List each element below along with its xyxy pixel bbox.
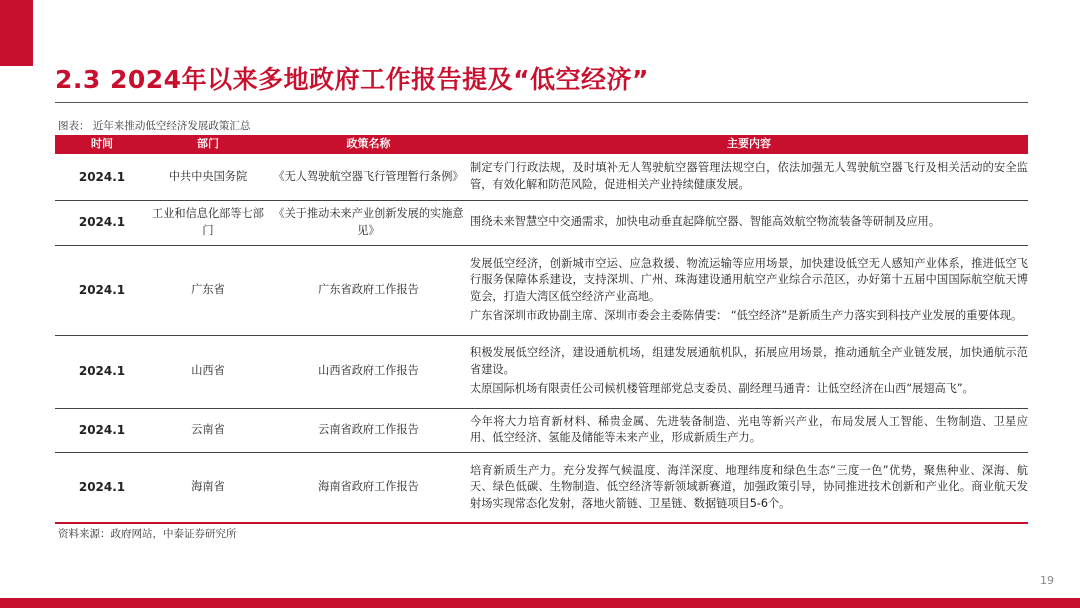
row-department: 云南省 (149, 408, 267, 452)
row-department: 工业和信息化部等七部门 (149, 200, 267, 245)
row-date: 2024.1 (55, 154, 149, 200)
page-number: 19 (1040, 574, 1054, 587)
table-row (55, 408, 1028, 452)
row-department: 海南省 (149, 452, 267, 523)
table-caption: 图表： 近年来推动低空经济发展政策汇总 (58, 120, 251, 132)
title-divider (55, 102, 1028, 103)
row-date: 2024.1 (55, 335, 149, 408)
source-note: 资料来源：政府网站，中泰证券研究所 (58, 528, 237, 540)
row-content (470, 452, 1028, 523)
bottom-accent-bar (0, 598, 1080, 608)
row-department: 中共中央国务院 (149, 154, 267, 200)
row-date: 2024.1 (55, 200, 149, 245)
table-row (55, 200, 1028, 245)
content-paragraph: 培育新质生产力。充分发挥气候温度、海洋深度、地理纬度和绿色生态“三度一色”优势，聚焦种业、深海、航天、绿色低碳、生物制造、低空经济等新领域新赛道，加强政策引导，协同推进技术创新和产业化。商业航天发射场实现常态化发射，落地火箭链、卫星链、数据链项目5-6个。 (470, 463, 1028, 510)
row-content (470, 408, 1028, 452)
content-paragraph: 围绕未来智慧空中交通需求，加快电动垂直起降航空器、智能高效航空物流装备等研制及应用。 (470, 215, 940, 229)
table-row (55, 245, 1028, 335)
row-policy-name: 云南省政府工作报告 (267, 408, 470, 452)
slide-title: 2.3 2024年以来多地政府工作报告提及“低空经济” (55, 65, 649, 94)
policy-table (55, 135, 1028, 524)
table-row (55, 154, 1028, 200)
row-content (470, 200, 1028, 245)
content-paragraph: 广东省深圳市政协副主席、深圳市委会主委陈倩雯： “低空经济”是新质生产力落实到科技产业发展的重要体现。 (470, 309, 1023, 322)
content-paragraph: 制定专门行政法规，及时填补无人驾驶航空器管理法规空白，依法加强无人驾驶航空器飞行及相关活动的安全监管，有效化解和防范风险，促进相关产业持续健康发展。 (470, 161, 1028, 191)
table-row (55, 335, 1028, 408)
row-content (470, 154, 1028, 200)
table-row (55, 452, 1028, 523)
content-paragraph: 积极发展低空经济，建设通航机场，组建发展通航机队，拓展应用场景，推动通航全产业链发展，加快通航示范省建设。 (470, 346, 1028, 376)
header-policy-name: 政策名称 (267, 135, 470, 154)
header-date: 时间 (55, 135, 149, 154)
content-paragraph: 太原国际机场有限责任公司候机楼管理部党总支委员、副经理马通青：让低空经济在山西“展翅高飞”。 (470, 382, 974, 396)
row-policy-name: 海南省政府工作报告 (267, 452, 470, 523)
header-main-content: 主要内容 (470, 135, 1028, 154)
content-paragraph: 发展低空经济，创新城市空运、应急救援、物流运输等应用场景，加快建设低空无人感知产业体系，推进低空飞行服务保障体系建设，支持深圳、广州、珠海建设通用航空产业综合示范区，办好第十五届中国国际航空航天博览会，打造大湾区低空经济产业高地。 (470, 256, 1028, 303)
content-paragraph: 今年将大力培育新材料、稀贵金属、先进装备制造、光电等新兴产业，布局发展人工智能、生物制造、卫星应用、低空经济、氢能及储能等未来产业，形成新质生产力。 (470, 414, 1028, 444)
corner-accent (0, 0, 33, 66)
row-date: 2024.1 (55, 452, 149, 523)
table-header-row (55, 135, 1028, 154)
header-department: 部门 (149, 135, 267, 154)
row-content (470, 335, 1028, 408)
row-department: 广东省 (149, 245, 267, 335)
row-department: 山西省 (149, 335, 267, 408)
row-policy-name: 广东省政府工作报告 (267, 245, 470, 335)
row-date: 2024.1 (55, 408, 149, 452)
row-policy-name: 《关于推动未来产业创新发展的实施意见》 (267, 200, 470, 245)
row-policy-name: 山西省政府工作报告 (267, 335, 470, 408)
row-date: 2024.1 (55, 245, 149, 335)
row-policy-name: 《无人驾驶航空器飞行管理暂行条例》 (267, 154, 470, 200)
row-content (470, 245, 1028, 335)
